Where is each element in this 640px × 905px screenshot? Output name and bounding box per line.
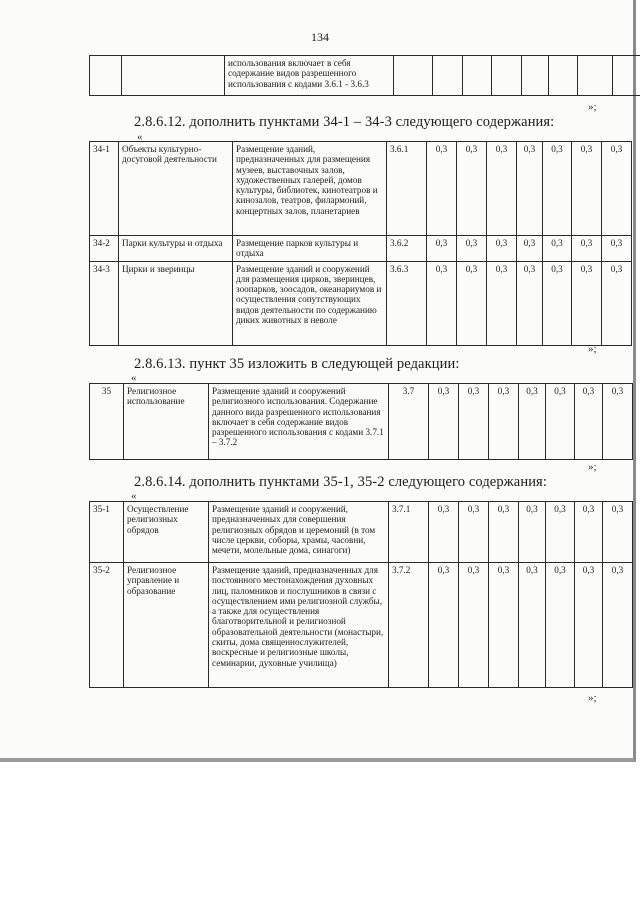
value-cell: 0,3: [603, 384, 633, 460]
open-quote: «: [137, 131, 143, 143]
row-code: 3.6.1: [387, 142, 427, 236]
value-cell: 0,3: [459, 502, 489, 563]
row-description: Размещение парков культуры и отдыха: [233, 236, 387, 262]
open-quote: «: [131, 372, 137, 384]
row-name: Парки культуры и отдыха: [119, 236, 233, 262]
row-code: 3.6.2: [387, 236, 427, 262]
row-number: 35-2: [90, 563, 124, 688]
table-section-12: [89, 141, 632, 346]
row-description: Размещение зданий, предназначенных для постоянного местонахождения духовных лиц, паломников и послушников в связи с осуществлением ими религиозной службы, а также для осуществления благотворительной и религиозной образовательной деятельности (монастыри, скиты, дома священнослужителей, воскресные и религиозные школы, семинарии, духовные училища): [209, 563, 389, 688]
table-row: [90, 384, 633, 460]
table-row: [90, 236, 632, 262]
value-cell: 0,3: [603, 502, 633, 563]
row-number: 34-2: [90, 236, 119, 262]
page-number: 134: [311, 30, 329, 44]
open-quote: «: [131, 490, 137, 502]
row-number: 35-1: [90, 502, 124, 563]
table-row: [90, 56, 640, 96]
value-cell: 0,3: [517, 261, 543, 345]
row-description: Размещение зданий и сооружений, предназначенных для совершения религиозных обрядов и церемоний (в том числе церкви, соборы, храмы, часовни, мечети, молельные дома, синагоги): [209, 502, 389, 563]
row-description: использования включает в себя содержание видов разрешенного использования с кодами 3.6.1 - 3.6.3: [225, 56, 394, 96]
value-cell: 0,3: [487, 236, 517, 262]
row-description: Размещение зданий и сооружений для размещения цирков, зверинцев, зоопарков, зоосадов, океанариумов и осуществления сопутствующих видов деятельности по содержанию диких животных в неволе: [233, 261, 387, 345]
value-cell: 0,3: [575, 502, 603, 563]
table-row: [90, 502, 633, 563]
end-quote: »;: [588, 692, 597, 704]
value-cell: 0,3: [546, 502, 575, 563]
section-heading-12: 2.8.6.12. дополнить пунктами 34-1 – 34-3 следующего содержания:: [134, 114, 555, 130]
row-number: 34-3: [90, 261, 119, 345]
value-cell: 0,3: [427, 261, 457, 345]
value-cell: 0,3: [427, 236, 457, 262]
value-cell: 0,3: [519, 384, 546, 460]
value-cell: 0,3: [572, 261, 602, 345]
value-cell: 0,3: [457, 142, 487, 236]
value-cell: 0,3: [459, 384, 489, 460]
row-description: Размещение зданий и сооружений религиозного использования. Содержание данного вида разрешенного использования включает в себя содержание видов разрешенного использования с кодами 3.7.1 – 3.7.2: [209, 384, 389, 460]
value-cell: 0,3: [519, 563, 546, 688]
table-row: [90, 563, 633, 688]
value-cell: 0,3: [457, 236, 487, 262]
value-cell: 0,3: [543, 261, 572, 345]
table-row: [90, 261, 632, 345]
value-cell: 0,3: [603, 563, 633, 688]
value-cell: 0,3: [543, 142, 572, 236]
value-cell: 0,3: [572, 236, 602, 262]
row-name: Религиозное использование: [124, 384, 209, 460]
value-cell: 0,3: [459, 563, 489, 688]
top-table: [89, 55, 640, 96]
row-name: Цирки и зверинцы: [119, 261, 233, 345]
row-number: 35: [90, 384, 124, 460]
value-cell: 0,3: [489, 502, 519, 563]
row-code: 3.6.3: [387, 261, 427, 345]
row-name: Объекты культурно-досуговой деятельности: [119, 142, 233, 236]
value-cell: 0,3: [575, 384, 603, 460]
table-row: [90, 142, 632, 236]
section-heading-14: 2.8.6.14. дополнить пунктами 35-1, 35-2 следующего содержания:: [134, 474, 547, 490]
row-code: 3.7: [389, 384, 429, 460]
value-cell: 0,3: [602, 142, 632, 236]
value-cell: 0,3: [487, 142, 517, 236]
end-quote: »;: [588, 461, 597, 473]
table-section-14: [89, 501, 633, 688]
row-code: 3.7.2: [389, 563, 429, 688]
value-cell: 0,3: [429, 384, 459, 460]
value-cell: 0,3: [519, 502, 546, 563]
value-cell: 0,3: [427, 142, 457, 236]
value-cell: 0,3: [572, 142, 602, 236]
row-number: 34-1: [90, 142, 119, 236]
value-cell: 0,3: [575, 563, 603, 688]
value-cell: 0,3: [517, 236, 543, 262]
value-cell: 0,3: [517, 142, 543, 236]
row-name: Осуществление религиозных обрядов: [124, 502, 209, 563]
value-cell: 0,3: [429, 502, 459, 563]
value-cell: 0,3: [543, 236, 572, 262]
value-cell: 0,3: [489, 384, 519, 460]
value-cell: 0,3: [489, 563, 519, 688]
value-cell: 0,3: [546, 384, 575, 460]
row-code: 3.7.1: [389, 502, 429, 563]
value-cell: 0,3: [602, 236, 632, 262]
table-section-13: [89, 383, 633, 460]
value-cell: 0,3: [602, 261, 632, 345]
value-cell: 0,3: [457, 261, 487, 345]
value-cell: 0,3: [429, 563, 459, 688]
row-description: Размещение зданий, предназначенных для размещения музеев, выставочных залов, художественных галерей, домов культуры, библиотек, кинотеатров и кинозалов, театров, филармоний, концертных залов, планетариев: [233, 142, 387, 236]
section-heading-13: 2.8.6.13. пункт 35 изложить в следующей редакции:: [134, 356, 460, 372]
row-name: Религиозное управление и образование: [124, 563, 209, 688]
value-cell: 0,3: [487, 261, 517, 345]
value-cell: 0,3: [546, 563, 575, 688]
end-quote: »;: [588, 343, 597, 355]
end-quote: »;: [588, 101, 597, 113]
